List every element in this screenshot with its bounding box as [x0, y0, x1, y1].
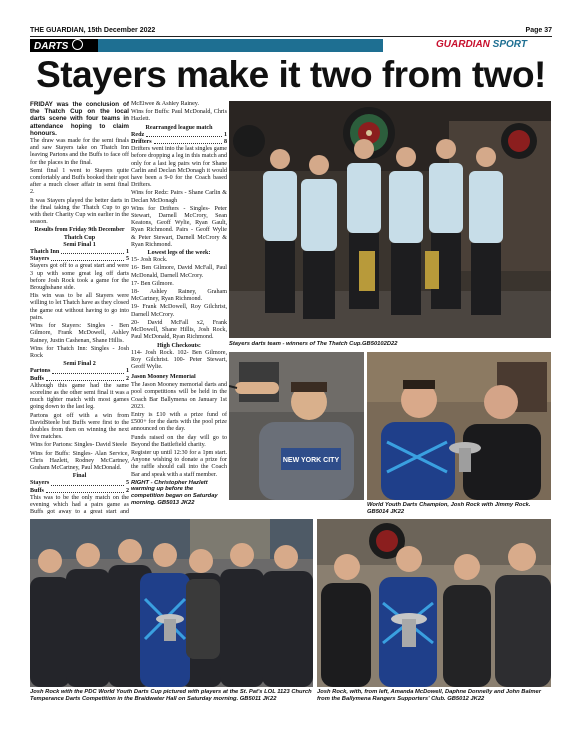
- checkouts-line: 114- Josh Rock. 102- Ben Gilmore, Roy Gilchrist. 100- Peter Stewart, Geoff Wylie.: [131, 349, 227, 371]
- body-paragraph: The Jason Mooney memorial darts and pool competitions will be held in the Coach Bar Ballymena on January 1st 2023.: [131, 382, 227, 410]
- body-paragraph: Stayers got off to a great start and were 3 up with some great leg off darts before Josh Rock took a game for the Broughshane side.: [30, 263, 129, 292]
- warmup-photo: [229, 352, 364, 500]
- result-row: [30, 249, 129, 256]
- team-name: Stayers: [30, 480, 50, 487]
- legs-heading: Lowest legs of the week:: [147, 250, 211, 257]
- legs-line: 17- Ben Gilmore.: [131, 280, 174, 287]
- issue-date: THE GUARDIAN, 15th December 2022: [30, 27, 156, 34]
- page-number: Page 37: [525, 27, 552, 34]
- legs-line: 16- Ben Gilmore, David McFall, Paul McDonald, Darnell McCrory.: [131, 265, 227, 279]
- supporters-photo-caption: Josh Rock, with, from left, Amanda McDowell, Daphne Donnelly and John Balmer from the Ballymena Rangers Supporters' Club. GB5012 JK22: [317, 689, 541, 702]
- team-score: 2: [125, 487, 129, 494]
- team-score: 1: [223, 131, 227, 138]
- body-paragraph: His win was to be all Stayers were willing to let Thatch have as they closed the game out without having to go into pairs.: [30, 293, 129, 321]
- team-name: Drifters: [131, 139, 152, 146]
- memorial-caption: RIGHT - Christopher Hazlett warming up before the competition began on Saturday morning. GB5013 JK22: [131, 479, 218, 506]
- memorial-title: Jason Mooney Memorial: [131, 374, 196, 380]
- result-row: [131, 132, 227, 139]
- team-score: 5: [125, 256, 129, 263]
- team-name: Buffs: [30, 375, 44, 382]
- legs-line: 20- David McFall x2, Frank McDowell, Shane Hillis, Josh Rock, Paul McDonald, Ryan Richmond.: [131, 319, 227, 341]
- legs-line: 18- Ashley Rainey, Graham McCartney, Ryan Richmond.: [131, 289, 227, 303]
- body-paragraph: Wins for Thatch Inn: Singles - Josh Rock: [30, 345, 129, 359]
- section-label: [30, 39, 98, 52]
- semi-final-heading: Semi Final 2: [63, 361, 96, 368]
- masthead-sport: SPORT: [492, 39, 527, 50]
- masthead-guardian: GUARDIAN: [436, 39, 490, 50]
- headline: Stayers make it two from two!: [36, 54, 546, 95]
- body-paragraph: Wins for Redz: Pairs - Shane Carlin & Declan McDonagh: [131, 190, 227, 204]
- shirt-text: NEW YORK CITY: [282, 457, 340, 464]
- body-paragraph: Funds raised on the day will go to Beyond the Battlefield charity.: [131, 434, 227, 448]
- team-photo: [229, 101, 551, 338]
- body-paragraph: Although this game had the same scoreline as the other semi final it was a much tighter match with most games going down to the last leg.: [30, 382, 129, 411]
- body-paragraph: Semi final 1 went to Stayers quite comfortably and Buffs booked their spot after a much closer affair in semi final 2.: [30, 167, 129, 196]
- article-column-1: [30, 101, 129, 514]
- cup-heading: Thatch Cup: [63, 234, 96, 241]
- article-column-2: [131, 101, 227, 371]
- team-name: Buffs: [30, 487, 44, 494]
- body-paragraph: Register up until 12:30 for a 1pm start. Anyone wishing to donate a prize for the raffle should call into the Coach Bar and speak with a staff member.: [131, 450, 227, 478]
- body-paragraph: McElwee & Ashley Rainey.: [131, 101, 199, 107]
- group-photo-church: [30, 519, 313, 687]
- body-paragraph: Wins for Partons: Singles- David Steele: [30, 442, 128, 449]
- legs-line: 19- Frank McDowell, Roy Gilchrist, Darnell McCrory.: [131, 304, 227, 318]
- section-band: [98, 39, 383, 52]
- dartboard-icon: [72, 39, 83, 50]
- legs-line: 15- Josh Rock.: [131, 257, 168, 264]
- champion-photo: [367, 352, 551, 500]
- intro-paragraph: FRIDAY was the conclusion of the Thatch Cup on the local darts scene with four teams in attendance hoping to claim honours.: [30, 101, 129, 137]
- result-row: [30, 376, 129, 383]
- body-paragraph: It was Stayers played the better darts in the final taking the Thatch Cup to go with their Charity Cup win earlier in the season.: [30, 197, 129, 226]
- result-row: [30, 480, 129, 487]
- checkouts-heading: High Checkouts:: [157, 342, 201, 349]
- body-paragraph: Wins for Stayers: Singles - Ben Gilmore, Frank McDowell, Ashley Rainey, Justin Cashenan, Shane Hillis.: [30, 323, 129, 344]
- result-row: [30, 488, 129, 495]
- final-heading: Final: [72, 473, 87, 480]
- section-label-text: DARTS: [34, 41, 69, 52]
- team-score: 5: [125, 480, 129, 487]
- page-header: [30, 27, 552, 35]
- body-paragraph: Wins for Buffs: Paul McDonald, Chris Hazlett.: [131, 109, 227, 123]
- team-name: Thatch Inn: [30, 249, 60, 256]
- masthead: [436, 39, 527, 50]
- body-paragraph: The draw was made for the semi finals and saw Stayers take on Thatch Inn leaving Partons and the Buffs to face off for the places in the final.: [30, 138, 129, 166]
- results-heading: Results from Friday 9th December: [34, 227, 125, 234]
- body-paragraph: Drifters went into the last singles game before dropping a leg in this match and only for a last leg pairs win for Shane Carlin and Declan McDonagh it would have been a 9-0 for the Coach based Drifters.: [131, 146, 227, 189]
- result-row: [30, 368, 129, 375]
- body-paragraph: Wins for Buffs: Singles- Alan Service, Chris Hazlett, Rodney McCartney, Graham McCartney, Paul McDonald.: [30, 450, 129, 471]
- body-paragraph: Wins for Drifters - Singles- Peter Stewart, Darnell McCrory, Sean Keatons, Geoff Wylie, Ryan Gault, Ryan Richmond. Pairs - Geoff Wylie & Peter Stewart, Darnell McCrory & Ryan Richmond.: [131, 205, 227, 248]
- body-paragraph: Partons got off with a win from DavidSteele but Buffs were first to the doubles from then on winning the next five matches.: [30, 412, 129, 441]
- church-photo-caption: Josh Rock with the PDC World Youth Darts Cup pictured with players at the St. Pat's LOL 1123 Church Temperance Darts Competition in the Braidwater Hall on Saturday morning. GB5011 JK22: [30, 689, 312, 702]
- header-rule: [30, 36, 552, 37]
- semi-final-heading: Semi Final 1: [63, 241, 96, 248]
- team-photo-caption: Stayers darts team - winners of The Thatch Cup.GB50102D22: [229, 341, 398, 347]
- team-score: 8: [223, 139, 227, 146]
- group-photo-supporters: [317, 519, 551, 687]
- team-name: Partons: [30, 368, 51, 375]
- team-score: 1: [125, 368, 129, 375]
- champion-caption: World Youth Darts Champion, Josh Rock with Jimmy Rock. GB5014 JK22: [367, 502, 531, 515]
- rearranged-heading: Rearranged league match: [145, 124, 213, 131]
- memorial-column: [131, 374, 227, 514]
- body-paragraph: This was to be the only match on the evening which had a pairs game as Buffs got away to a great start and: [30, 494, 129, 514]
- body-paragraph: Entry is £10 with a prize fund of £500+ for the darts with the pool prize announced on the day.: [131, 412, 227, 433]
- team-name: Stayers: [30, 256, 50, 263]
- team-name: Redz: [131, 131, 145, 138]
- team-score: 2: [125, 375, 129, 382]
- team-score: 1: [125, 249, 129, 256]
